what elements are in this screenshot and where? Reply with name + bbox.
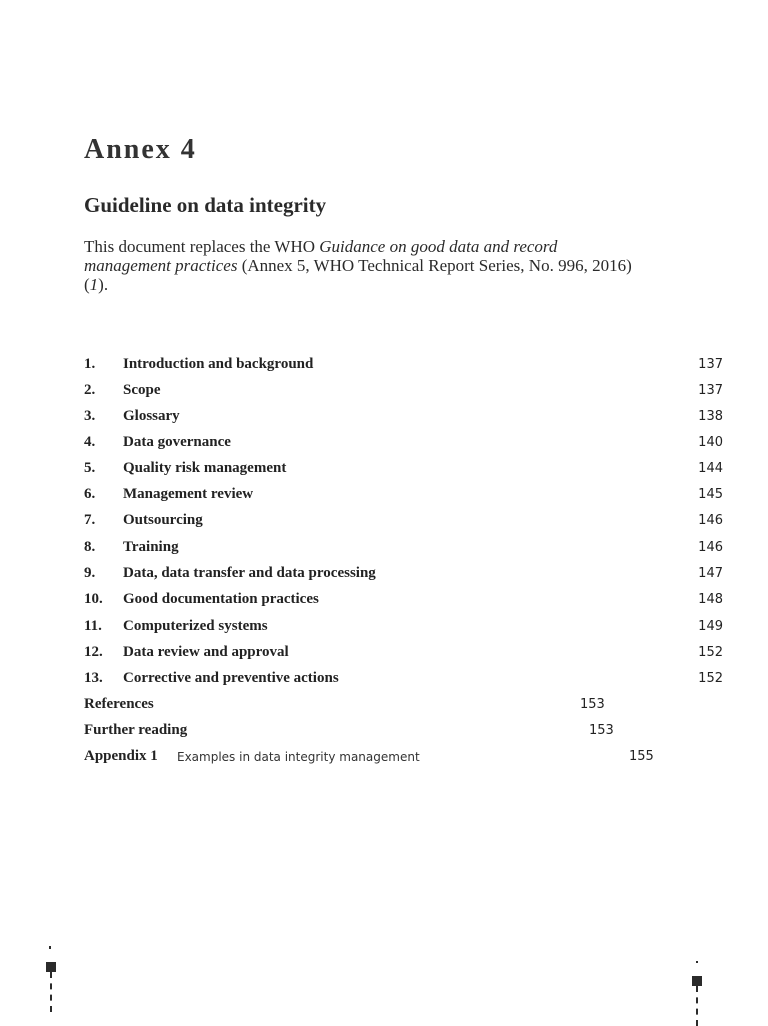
toc-label: Good documentation practices bbox=[123, 591, 319, 607]
crop-dashed-line bbox=[696, 986, 698, 1026]
crop-dashed-line bbox=[50, 972, 52, 1012]
intro-line-2 bbox=[84, 256, 684, 275]
toc-number: 13. bbox=[84, 670, 103, 686]
references-entry[interactable] bbox=[84, 696, 624, 716]
toc-entry[interactable] bbox=[84, 434, 734, 454]
toc-entry[interactable] bbox=[84, 591, 734, 611]
toc-label: Introduction and background bbox=[123, 356, 314, 372]
toc-page-number: 146 bbox=[698, 513, 723, 528]
toc-number: 2. bbox=[84, 382, 96, 398]
intro-line-3 bbox=[84, 275, 684, 294]
toc-entry[interactable] bbox=[84, 539, 734, 559]
toc-page-number: 152 bbox=[698, 671, 723, 686]
further-reading-page-number: 153 bbox=[589, 723, 614, 738]
intro-italic-title: management practices bbox=[84, 256, 238, 275]
toc-page-number: 146 bbox=[698, 540, 723, 555]
intro-text: (Annex 5, WHO Technical Report Series, No. 996, 2016) bbox=[237, 256, 632, 275]
toc-label: Corrective and preventive actions bbox=[123, 670, 339, 686]
toc-page-number: 137 bbox=[698, 357, 723, 372]
toc-entry[interactable] bbox=[84, 618, 734, 638]
toc-number: 9. bbox=[84, 565, 96, 581]
toc-label: Quality risk management bbox=[123, 460, 287, 476]
toc-number: 7. bbox=[84, 512, 96, 528]
toc-label: Management review bbox=[123, 486, 254, 502]
toc-page-number: 140 bbox=[698, 435, 723, 450]
intro-text: ). bbox=[98, 275, 109, 294]
toc-label: Scope bbox=[123, 382, 161, 398]
toc-number: 3. bbox=[84, 408, 96, 424]
toc-label: Training bbox=[123, 539, 179, 555]
toc-page-number: 138 bbox=[698, 409, 723, 424]
toc-entry[interactable] bbox=[84, 408, 734, 428]
crop-tick-mark bbox=[49, 946, 51, 949]
document-title: Guideline on data integrity bbox=[84, 193, 327, 217]
toc-number: 10. bbox=[84, 591, 103, 607]
toc-label: Outsourcing bbox=[123, 512, 203, 528]
intro-text: This document replaces the WHO bbox=[84, 237, 320, 256]
intro-italic-title: Guidance on good data and record bbox=[319, 237, 558, 256]
toc-entry[interactable] bbox=[84, 460, 734, 480]
crop-mark-right bbox=[692, 976, 702, 1026]
toc-entry[interactable] bbox=[84, 565, 734, 585]
appendix-label: Appendix 1 bbox=[84, 748, 158, 764]
toc-label: Data governance bbox=[123, 434, 231, 450]
intro-text: ( bbox=[84, 275, 90, 294]
toc-number: 12. bbox=[84, 644, 103, 660]
toc-page-number: 147 bbox=[698, 566, 723, 581]
toc-number: 11. bbox=[84, 618, 102, 634]
toc-page-number: 148 bbox=[698, 592, 723, 607]
toc-page-number: 152 bbox=[698, 645, 723, 660]
toc-label: Data, data transfer and data processing bbox=[123, 565, 376, 581]
toc-page-number: 137 bbox=[698, 383, 723, 398]
toc-entry[interactable] bbox=[84, 670, 734, 690]
references-page-number: 153 bbox=[580, 697, 605, 712]
toc-entry[interactable] bbox=[84, 644, 734, 664]
appendix-entry[interactable] bbox=[84, 748, 684, 768]
crop-square-marker bbox=[46, 962, 56, 972]
further-reading-label: Further reading bbox=[84, 722, 188, 738]
reference-number: 1 bbox=[89, 275, 99, 294]
intro-paragraph bbox=[84, 237, 684, 294]
toc-number: 8. bbox=[84, 539, 96, 555]
crop-tick-mark bbox=[696, 961, 698, 963]
toc-entry[interactable] bbox=[84, 356, 734, 376]
toc-page-number: 145 bbox=[698, 487, 723, 502]
toc-number: 6. bbox=[84, 486, 96, 502]
toc-label: Computerized systems bbox=[123, 618, 268, 634]
toc-page-number: 149 bbox=[698, 619, 723, 634]
toc-page-number: 144 bbox=[698, 461, 723, 476]
annex-heading: Annex 4 bbox=[84, 134, 197, 165]
toc-number: 5. bbox=[84, 460, 96, 476]
appendix-description: Examples in data integrity management bbox=[177, 750, 420, 764]
toc-label: Data review and approval bbox=[123, 644, 289, 660]
toc-entry[interactable] bbox=[84, 382, 734, 402]
toc-number: 1. bbox=[84, 356, 96, 372]
intro-line-1 bbox=[84, 237, 684, 256]
further-reading-entry[interactable] bbox=[84, 722, 624, 742]
crop-square-marker bbox=[692, 976, 702, 986]
crop-mark-left bbox=[46, 962, 56, 1012]
toc-number: 4. bbox=[84, 434, 96, 450]
toc-entry[interactable] bbox=[84, 512, 734, 532]
references-label: References bbox=[84, 696, 154, 712]
appendix-page-number: 155 bbox=[629, 749, 654, 764]
toc-label: Glossary bbox=[123, 408, 180, 424]
toc-entry[interactable] bbox=[84, 486, 734, 506]
